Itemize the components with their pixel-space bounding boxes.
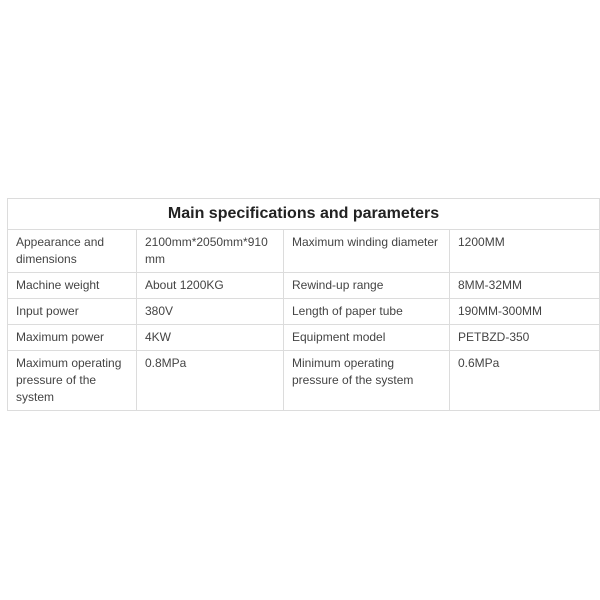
param-value: 8MM-32MM bbox=[450, 273, 600, 299]
table-caption-row bbox=[8, 199, 600, 230]
param-value: 380V bbox=[137, 299, 284, 325]
param-label: Equipment model bbox=[284, 325, 450, 351]
param-label: Maximum operating pressure of the system bbox=[8, 351, 137, 411]
param-label: Machine weight bbox=[8, 273, 137, 299]
param-value: 2100mm*2050mm*910mm bbox=[137, 230, 284, 273]
table-row bbox=[8, 325, 600, 351]
param-value: 190MM-300MM bbox=[450, 299, 600, 325]
param-label: Maximum power bbox=[8, 325, 137, 351]
param-label: Length of paper tube bbox=[284, 299, 450, 325]
param-value: About 1200KG bbox=[137, 273, 284, 299]
table-row bbox=[8, 351, 600, 411]
table-row bbox=[8, 273, 600, 299]
param-value: 1200MM bbox=[450, 230, 600, 273]
param-value: 0.8MPa bbox=[137, 351, 284, 411]
param-value: 0.6MPa bbox=[450, 351, 600, 411]
param-label: Minimum operating pressure of the system bbox=[284, 351, 450, 411]
param-label: Rewind-up range bbox=[284, 273, 450, 299]
param-label: Input power bbox=[8, 299, 137, 325]
param-value: PETBZD-350 bbox=[450, 325, 600, 351]
param-value: 4KW bbox=[137, 325, 284, 351]
specifications-table bbox=[7, 198, 600, 411]
param-label: Appearance and dimensions bbox=[8, 230, 137, 273]
table-row bbox=[8, 299, 600, 325]
table-row bbox=[8, 230, 600, 273]
param-label: Maximum winding diameter bbox=[284, 230, 450, 273]
table-title: Main specifications and parameters bbox=[8, 199, 600, 230]
